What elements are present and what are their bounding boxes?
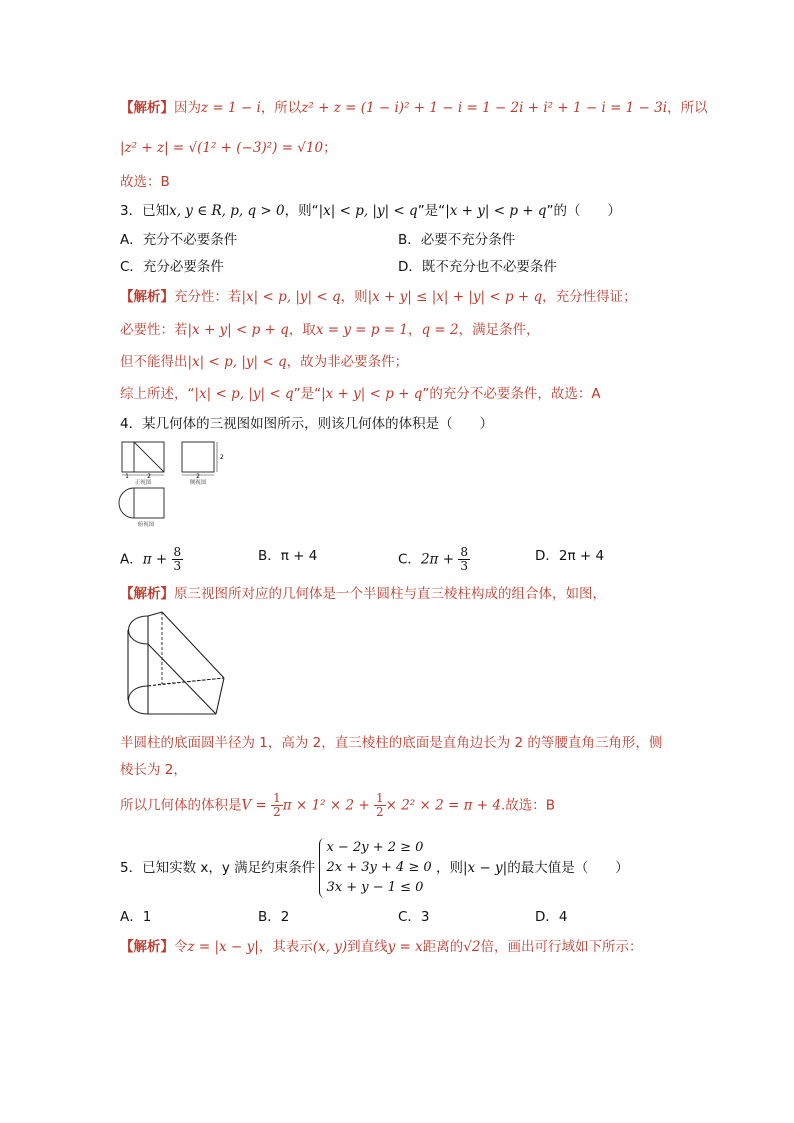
q3-stem: 3．已知x, y ∈ R, p, q > 0，则“|x| < p, |y| < q”是“|x + y| < p + q”的（ ） <box>120 203 621 219</box>
front-dim-2: 2 <box>147 473 151 480</box>
q3-option-b: B．必要不充分条件 <box>398 232 516 248</box>
q5-stem: 5．已知实数 x，y 满足约束条件 x − 2y + 2 ≥ 0 2x + 3y + 4 ≥ 0 3x + y − 1 ≤ 0 ，则|x − y|的最大值是（ ） <box>120 838 629 898</box>
q4-volume-fraction-1: $\frac{1}{2}$ <box>273 791 281 819</box>
top-view-label: 俯视图 <box>137 522 155 528</box>
front-view-rect <box>122 442 164 472</box>
q3-option-d: D．既不充分也不必要条件 <box>398 259 557 275</box>
q4-option-d: D．2π + 4 <box>535 548 605 564</box>
q2-analysis-line1: 【解析】因为z = 1 − i，所以z² + z = (1 − i)² + 1 − i = 1 − 2i + i² + 1 − i = 1 − 3i，所以 <box>120 100 708 116</box>
q3-analysis-line1: 【解析】充分性：若|x| < p, |y| < q，则|x + y| ≤ |x| + |y| < p + q，充分性得证； <box>120 289 637 305</box>
q4-option-c-fraction: $\frac{8}{3}$ <box>460 545 468 573</box>
q4-stem: 4．某几何体的三视图如图所示，则该几何体的体积是（ ） <box>120 416 494 432</box>
q4-analysis-line4: 所以几何体的体积是V = $\frac{1}{2}$ π × 1² × 2 + $\frac{1}{2}$ × 2² × 2 = π + 4.故选：B <box>120 791 555 819</box>
three-view-figure <box>118 440 238 530</box>
q4-option-c: C．2π + $\frac{8}{3}$ <box>398 545 468 573</box>
front-view-diagonal <box>134 442 164 472</box>
q5-option-b: B．2 <box>258 909 290 925</box>
q4-option-a: A．π + $\frac{8}{3}$ <box>120 545 182 573</box>
top-view-arc <box>119 488 134 518</box>
q3-option-a: A．充分不必要条件 <box>120 232 238 248</box>
q3-analysis-line2: 必要性：若|x + y| < p + q，取x = y = p = 1，q = 2，满足条件， <box>120 322 540 338</box>
half-cylinder-bottom-arc <box>129 686 149 714</box>
half-cylinder-top-arc <box>129 616 149 644</box>
q4-option-a-fraction: $\frac{8}{3}$ <box>173 545 182 573</box>
q3-option-c: C．充分必要条件 <box>120 259 224 275</box>
q5-option-a: A．1 <box>120 909 152 925</box>
q4-analysis-line3: 棱长为 2， <box>120 762 187 778</box>
q5-option-d: D．4 <box>535 909 568 925</box>
q3-analysis-line4: 综上所述，“|x| < p, |y| < q”是“|x + y| < p + q”的充分不必要条件，故选：A <box>120 386 601 402</box>
q4-analysis-line2: 半圆柱的底面圆半径为 1，高为 2，直三棱柱的底面是直角边长为 2 的等腰直角三角形，侧 <box>120 735 663 751</box>
constraint-system: x − 2y + 2 ≥ 0 2x + 3y + 4 ≥ 0 3x + y − 1 ≤ 0 <box>319 838 431 898</box>
q5-option-c: C．3 <box>398 909 430 925</box>
side-dim-height: 2 <box>220 454 224 461</box>
q5-analysis: 【解析】令z = |x − y|，其表示(x, y)到直线y = x距离的√2倍，画出可行域如下所示： <box>120 939 643 955</box>
q2-answer: 故选：B <box>120 174 170 190</box>
side-view-label: 侧视图 <box>189 480 207 486</box>
q4-option-b: B．π + 4 <box>258 548 318 564</box>
solid-figure <box>120 608 240 728</box>
q4-analysis-line1: 【解析】原三视图所对应的几何体是一个半圆柱与直三棱柱构成的组合体，如图， <box>120 586 606 602</box>
q2-analysis-line2: |z² + z| = √(1² + (−3)²) = √10； <box>120 140 337 156</box>
front-dim-1: 1 <box>125 473 129 480</box>
front-view-label: 正视图 <box>134 480 152 486</box>
top-view-rect <box>134 488 164 518</box>
q4-volume-fraction-2: $\frac{1}{2}$ <box>375 791 384 819</box>
side-dim-width: 2 <box>196 473 200 480</box>
q3-analysis-line3: 但不能得出|x| < p, |y| < q，故为非必要条件； <box>120 354 409 370</box>
side-view-rect <box>182 442 214 472</box>
analysis-tag: 【解析】 <box>120 100 174 116</box>
